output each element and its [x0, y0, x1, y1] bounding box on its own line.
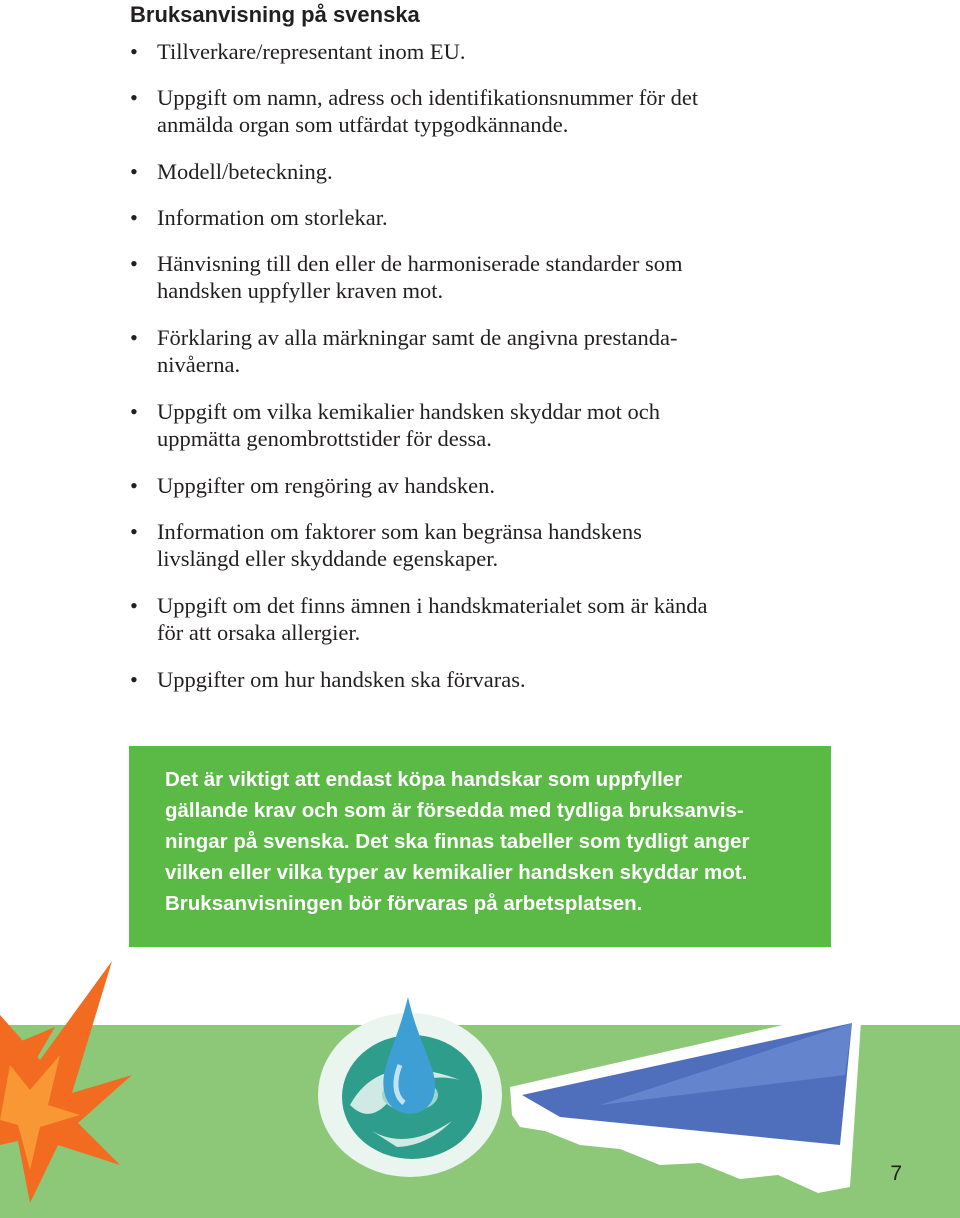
- list-item: [130, 250, 830, 304]
- requirements-list: [130, 38, 830, 712]
- illustrations-layer: [0, 955, 960, 1218]
- bullet-icon: •: [130, 593, 138, 618]
- bullet-icon: •: [130, 519, 138, 544]
- list-item: [130, 398, 830, 452]
- list-item-text: Uppgifter om rengöring av handsken.: [157, 473, 496, 498]
- list-item-text: Uppgift om det finns ämnen i handskmaterialet som är kända: [157, 593, 708, 618]
- bullet-icon: •: [130, 85, 138, 110]
- bullet-icon: •: [130, 667, 138, 692]
- list-item: [130, 84, 830, 138]
- list-item: [130, 472, 830, 499]
- page-number: 7: [890, 1162, 902, 1185]
- list-item-text: Information om faktorer som kan begränsa handskens: [157, 519, 642, 544]
- list-item: [130, 324, 830, 378]
- callout-line: vilken eller vilka typer av kemikalier handsken skyddar mot.: [165, 861, 748, 884]
- section-heading: Bruksanvisning på svenska: [130, 2, 420, 27]
- list-item-text: handsken uppfyller kraven mot.: [157, 278, 444, 303]
- callout-text: [165, 764, 805, 919]
- bullet-icon: •: [130, 325, 138, 350]
- callout-line: gällande krav och som är försedda med tydliga bruksanvis-: [165, 799, 744, 822]
- bullet-icon: •: [130, 159, 138, 184]
- list-item-text: Uppgift om namn, adress och identifikationsnummer för det: [157, 85, 699, 110]
- bullet-icon: •: [130, 39, 138, 64]
- bullet-icon: •: [130, 205, 138, 230]
- triangle-shard-icon: [510, 1007, 862, 1193]
- list-item-text: Förklaring av alla märkningar samt de angivna prestanda-: [157, 325, 678, 350]
- bullet-icon: •: [130, 473, 138, 498]
- list-item: [130, 666, 830, 693]
- callout-line: Det är viktigt att endast köpa handskar som uppfyller: [165, 768, 683, 791]
- list-item-text: anmälda organ som utfärdat typgodkännande.: [157, 112, 569, 137]
- list-item: [130, 204, 830, 231]
- list-item-text: Information om storlekar.: [157, 205, 388, 230]
- bullet-icon: •: [130, 251, 138, 276]
- list-item-text: Modell/beteckning.: [157, 159, 333, 184]
- list-item-text: nivåerna.: [157, 352, 241, 377]
- list-item-text: Uppgift om vilka kemikalier handsken skyddar mot och: [157, 399, 661, 424]
- water-drop-icon: [318, 997, 502, 1177]
- starburst-icon: [0, 961, 132, 1203]
- bullet-icon: •: [130, 399, 138, 424]
- callout-line: ningar på svenska. Det ska finnas tabeller som tydligt anger: [165, 830, 750, 853]
- list-item-text: Tillverkare/representant inom EU.: [157, 39, 466, 64]
- callout-line: Bruksanvisningen bör förvaras på arbetsplatsen.: [165, 892, 643, 915]
- list-item: [130, 592, 830, 646]
- callout-box: [129, 746, 831, 947]
- list-item-text: för att orsaka allergier.: [157, 620, 361, 645]
- list-item: [130, 158, 830, 185]
- list-item-text: Hänvisning till den eller de harmoniserade standarder som: [157, 251, 683, 276]
- list-item-text: livslängd eller skyddande egenskaper.: [157, 546, 499, 571]
- list-item-text: Uppgifter om hur handsken ska förvaras.: [157, 667, 526, 692]
- list-item: [130, 38, 830, 65]
- list-item-text: uppmätta genombrottstider för dessa.: [157, 426, 492, 451]
- list-item: [130, 518, 830, 572]
